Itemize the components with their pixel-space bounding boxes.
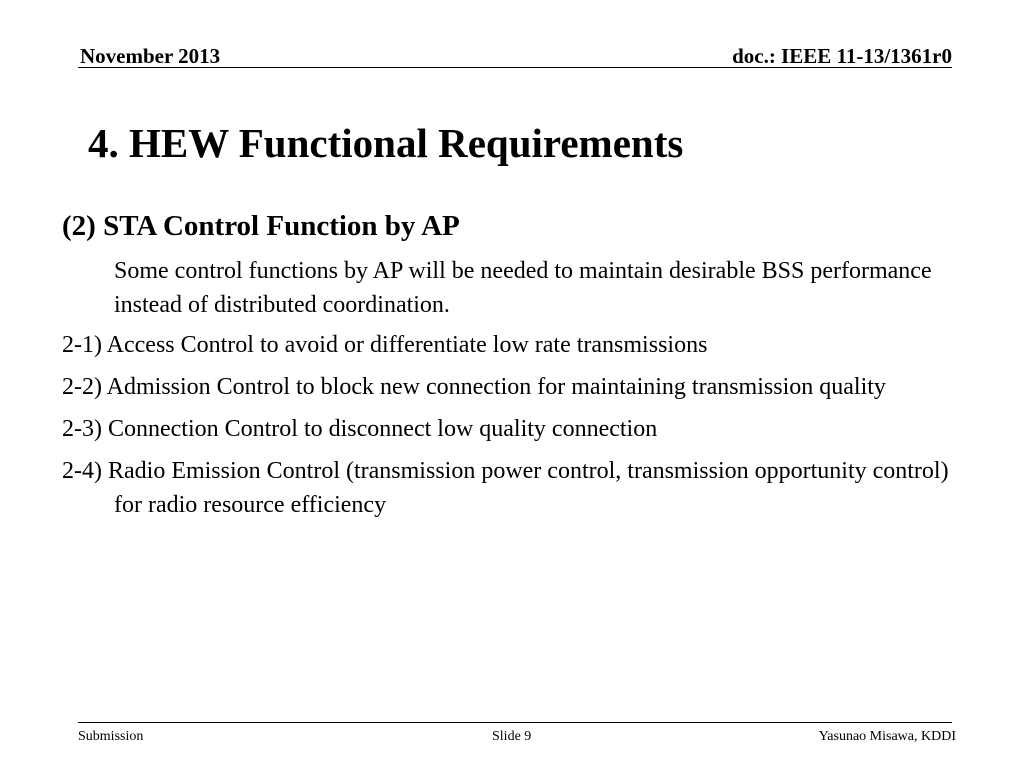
list-item: 2-1) Access Control to avoid or differentiate low rate transmissions: [62, 332, 708, 358]
slide-title: 4. HEW Functional Requirements: [88, 120, 684, 166]
slide-body: [62, 206, 962, 530]
section-heading: (2) STA Control Function by AP: [62, 210, 460, 242]
footer-submission: Submission: [78, 729, 144, 744]
header-divider: [78, 67, 952, 68]
list-item: 2-3) Connection Control to disconnect low quality connection: [62, 416, 658, 442]
intro-paragraph: Some control functions by AP will be needed to maintain desirable BSS performance instead of distributed coordination.: [114, 258, 932, 318]
list-item: 2-4) Radio Emission Control (transmission power control, transmission opportunity control) for radio resource efficiency: [62, 458, 949, 518]
list-item: 2-2) Admission Control to block new connection for maintaining transmission quality: [62, 374, 886, 400]
footer-author: Yasunao Misawa, KDDI: [818, 729, 956, 744]
header-doc-id: doc.: IEEE 11-13/1361r0: [732, 44, 952, 68]
footer-divider: [78, 722, 952, 723]
header-date: November 2013: [80, 44, 221, 68]
footer-slide-number: Slide 9: [492, 729, 532, 744]
